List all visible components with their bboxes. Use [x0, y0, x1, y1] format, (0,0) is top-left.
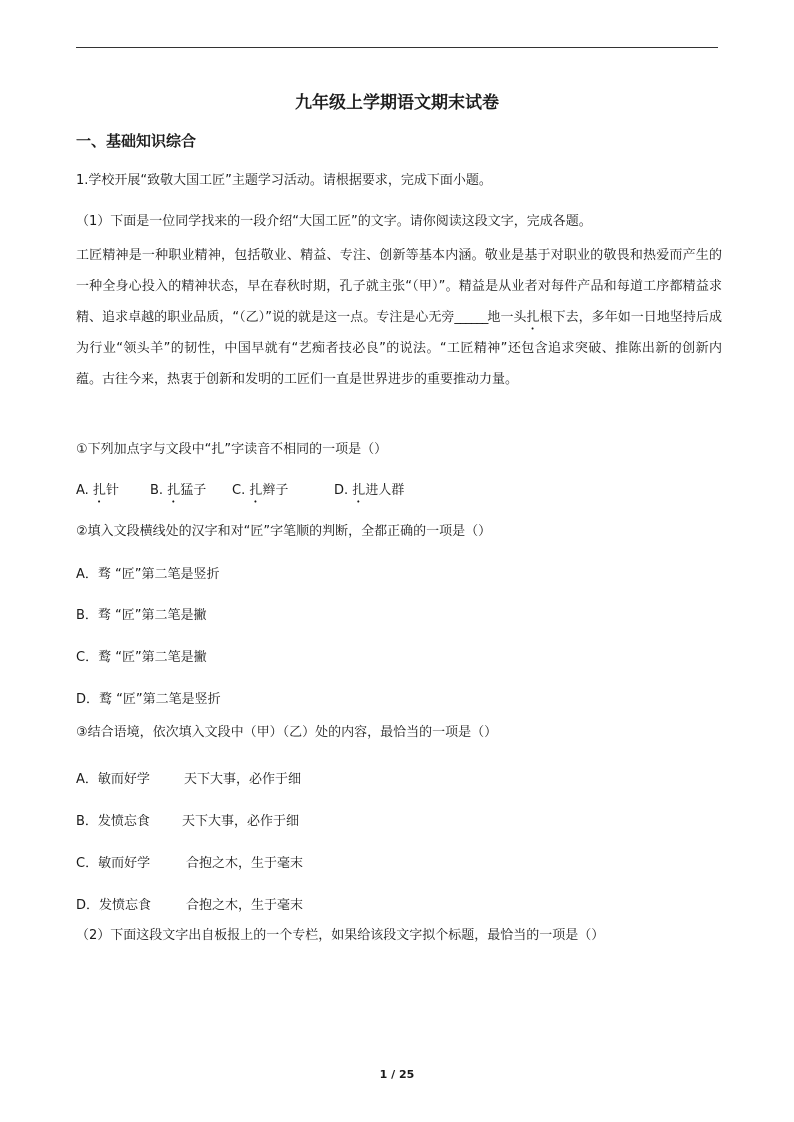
option-a[interactable]: A．敏而好学 天下大事，必作于细 — [76, 772, 302, 787]
question-1-part-2: （2）下面这段文字出自板报上的一个专栏，如果给该段文字拟个标题，最恰当的一项是（） — [76, 928, 605, 943]
question-b-stem: ②填入文段横线处的汉字和对“匠”字笔顺的判断，全都正确的一项是（） — [76, 524, 492, 539]
question-a-options — [76, 479, 404, 506]
section-heading: 一、基础知识综合 — [76, 132, 197, 150]
passage — [76, 240, 722, 395]
option-d[interactable]: D. 扎进人群 — [334, 483, 405, 498]
header-rule — [76, 47, 718, 48]
page-title: 九年级上学期语文期末试卷 — [295, 93, 499, 113]
option-a[interactable]: A. 扎针 — [76, 483, 119, 498]
option-d[interactable]: D．发愤忘食 合抱之木，生于毫末 — [76, 898, 304, 913]
passage-blank: ______ — [454, 310, 488, 325]
passage-text-3: 根下去，多年如一日地坚持后成为行业“领头羊”的韧性，中国早就有“艺痴者技必良”的说法。“工匠精神”还包含追求突破、推陈出新的创新内蕴。古往今来，热衷于创新和发明的工匠们一直是世界进步的重要推动力量。 — [76, 310, 722, 387]
passage-text-2: 地一头 — [487, 310, 527, 325]
option-b[interactable]: B．骛 “匠”第二笔是撇 — [76, 608, 207, 623]
option-c[interactable]: C．鹜 “匠”第二笔是撇 — [76, 650, 207, 665]
option-b[interactable]: B. 扎猛子 — [150, 483, 207, 498]
question-1-intro: 1.学校开展“致敬大国工匠”主题学习活动。请根据要求，完成下面小题。 — [76, 173, 492, 188]
question-1-part-1: （1）下面是一位同学找来的一段介绍“大国工匠”的文字。请你阅读这段文字，完成各题。 — [76, 214, 592, 229]
page-number: 1 / 25 — [379, 1068, 415, 1081]
option-a[interactable]: A．骛 “匠”第二笔是竖折 — [76, 567, 220, 582]
question-c-stem: ③结合语境，依次填入文段中（甲）（乙）处的内容，最恰当的一项是（） — [76, 725, 498, 740]
option-d[interactable]: D．鹜 “匠”第二笔是竖折 — [76, 692, 221, 707]
question-a-stem: ①下列加点字与文段中“扎”字读音不相同的一项是（） — [76, 442, 388, 457]
passage-text-1: 工匠精神是一种职业精神，包括敬业、精益、专注、创新等基本内涵。敬业是基于对职业的敬畏和热爱而产生的一种全身心投入的精神状态，早在春秋时期，孔子就主张“（甲）”。精益是从业者对每件产品和每道工序都精益求精、追求卓越的职业品质，“（乙）”说的就是这一点。专注是心无旁 — [76, 248, 722, 325]
option-b[interactable]: B．发愤忘食 天下大事，必作于细 — [76, 814, 300, 829]
option-c[interactable]: C．敏而好学 合抱之木，生于毫末 — [76, 856, 304, 871]
option-c[interactable]: C. 扎辫子 — [232, 483, 289, 498]
passage-dotted-char: 扎 — [526, 310, 540, 325]
